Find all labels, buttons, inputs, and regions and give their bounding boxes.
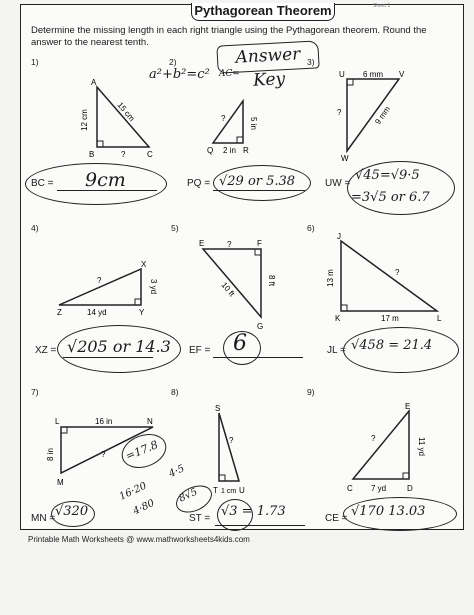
side-label: 14 yd	[87, 308, 107, 317]
vertex-a: A	[91, 78, 97, 87]
side-label: 1 cm	[221, 488, 237, 495]
triangle-9	[327, 401, 427, 501]
side-label: ?	[221, 114, 226, 123]
answer-key-stamp: Answer Key	[216, 40, 319, 73]
answer-label-2: PQ =	[187, 178, 211, 189]
vertex-e: E	[405, 402, 411, 411]
handwritten-answer-6: √458 = 21.4	[351, 338, 433, 353]
side-label: 9 mm	[373, 104, 393, 127]
vertex-d: D	[407, 484, 413, 493]
side-label: 8 in	[46, 448, 55, 461]
side-label: 15 cm	[115, 100, 137, 123]
triangle-5	[193, 237, 283, 337]
problem-number-7: 7)	[31, 387, 39, 397]
side-label: ?	[227, 240, 232, 249]
problem-number-5: 5)	[171, 223, 179, 233]
problem-number-8: 8)	[171, 387, 179, 397]
answer-label-8: ST =	[189, 513, 211, 524]
triangle-2	[199, 95, 269, 165]
vertex-j: J	[337, 232, 341, 241]
answer-label-3: UW =	[325, 178, 351, 189]
handwritten-ac-note: AC=	[219, 69, 240, 79]
triangle-1	[61, 77, 161, 167]
handwritten-answer-3: √45=√9·5	[355, 168, 420, 183]
answer-label-7: MN =	[31, 513, 56, 524]
vertex-g: G	[257, 322, 264, 331]
handwritten-answer-8: √3 = 1.73	[221, 504, 286, 519]
vertex-f: F	[257, 239, 262, 248]
vertex-u: U	[239, 486, 245, 495]
vertex-c: C	[147, 150, 153, 159]
side-label: 16 in	[95, 417, 113, 426]
side-label: ?	[229, 436, 234, 445]
vertex-l: L	[437, 314, 442, 323]
side-label: 5 in	[249, 117, 258, 130]
side-label: ?	[371, 434, 376, 443]
vertex-y: Y	[139, 308, 145, 317]
triangle-8	[209, 403, 279, 499]
vertex-q: Q	[207, 146, 214, 155]
side-label: 10 ft	[219, 280, 237, 299]
handwritten-answer-2: √29 or 5.38	[219, 174, 296, 189]
vertex-c: C	[347, 484, 353, 493]
answer-label-4: XZ =	[35, 345, 57, 356]
handwritten-work: 16·20	[117, 480, 149, 503]
footer: Printable Math Worksheets @ www.mathworksheets4kids.com	[28, 535, 250, 544]
vertex-r: R	[243, 146, 249, 155]
side-label: 11 yd	[417, 437, 426, 456]
vertex-n: N	[147, 417, 153, 426]
vertex-b: B	[89, 150, 95, 159]
vertex-w: W	[341, 154, 349, 163]
handwritten-answer-3b: =3√5 or 6.7	[351, 190, 430, 205]
problem-number-9: 9)	[307, 387, 315, 397]
worksheet-title: Pythagorean Theorem	[191, 3, 335, 21]
handwritten-answer-7: √320	[55, 504, 89, 519]
vertex-t: T	[213, 486, 218, 495]
side-label: ?	[101, 450, 106, 459]
vertex-e: E	[199, 239, 205, 248]
vertex-v: V	[399, 70, 405, 79]
side-label: 12 cm	[80, 109, 89, 131]
side-label: 17 m	[381, 314, 399, 323]
handwritten-work: 4·5	[167, 463, 187, 480]
vertex-z: Z	[57, 308, 62, 317]
vertex-k: K	[335, 314, 341, 323]
side-label: 8 ft	[267, 275, 276, 287]
side-label: ?	[395, 268, 400, 277]
vertex-x: X	[141, 260, 147, 269]
vertex-s: S	[215, 404, 221, 413]
side-label: 3 yd	[149, 279, 158, 295]
answer-label-9: CE =	[325, 513, 348, 524]
handwritten-answer-9: √170 13.03	[351, 504, 426, 519]
problem-number-2: 2)	[169, 57, 177, 67]
instructions: Determine the missing length in each right triangle using the Pythagorean theorem. Round the answer to the nearest tenth.	[31, 25, 427, 48]
side-label: 6 mm	[363, 70, 383, 79]
handwritten-answer-5: 6	[233, 331, 247, 356]
handwritten-work: =17.8	[123, 438, 160, 463]
answer-label-1: BC =	[31, 178, 54, 189]
handwritten-formula: a²+b²=c²	[149, 67, 210, 82]
problem-number-6: 6)	[307, 223, 315, 233]
side-label: ?	[97, 276, 102, 285]
answer-label-6: JL =	[327, 345, 346, 356]
triangle-4	[51, 255, 171, 325]
vertex-l: L	[55, 417, 60, 426]
handwritten-work: 4·80	[131, 497, 157, 518]
problem-number-1: 1)	[31, 57, 39, 67]
handwritten-work: 8√5	[177, 486, 200, 505]
vertex-u: U	[339, 70, 345, 79]
worksheet	[20, 4, 464, 530]
handwritten-answer-4: √205 or 14.3	[67, 337, 171, 356]
vertex-m: M	[57, 478, 64, 487]
problem-number-3: 3)	[307, 57, 315, 67]
side-label: 13 m	[326, 269, 335, 287]
side-label: ?	[337, 108, 342, 117]
problem-number-4: 4)	[31, 223, 39, 233]
handwritten-answer-1: 9cm	[85, 169, 126, 191]
sheet-label: Sheet 1	[373, 3, 391, 9]
triangle-6	[321, 231, 461, 327]
side-label: ?	[121, 150, 126, 159]
side-label: 2 in	[223, 146, 236, 155]
answer-label-5: EF =	[189, 345, 211, 356]
triangle-3	[333, 69, 423, 165]
side-label: 7 yd	[371, 484, 387, 493]
